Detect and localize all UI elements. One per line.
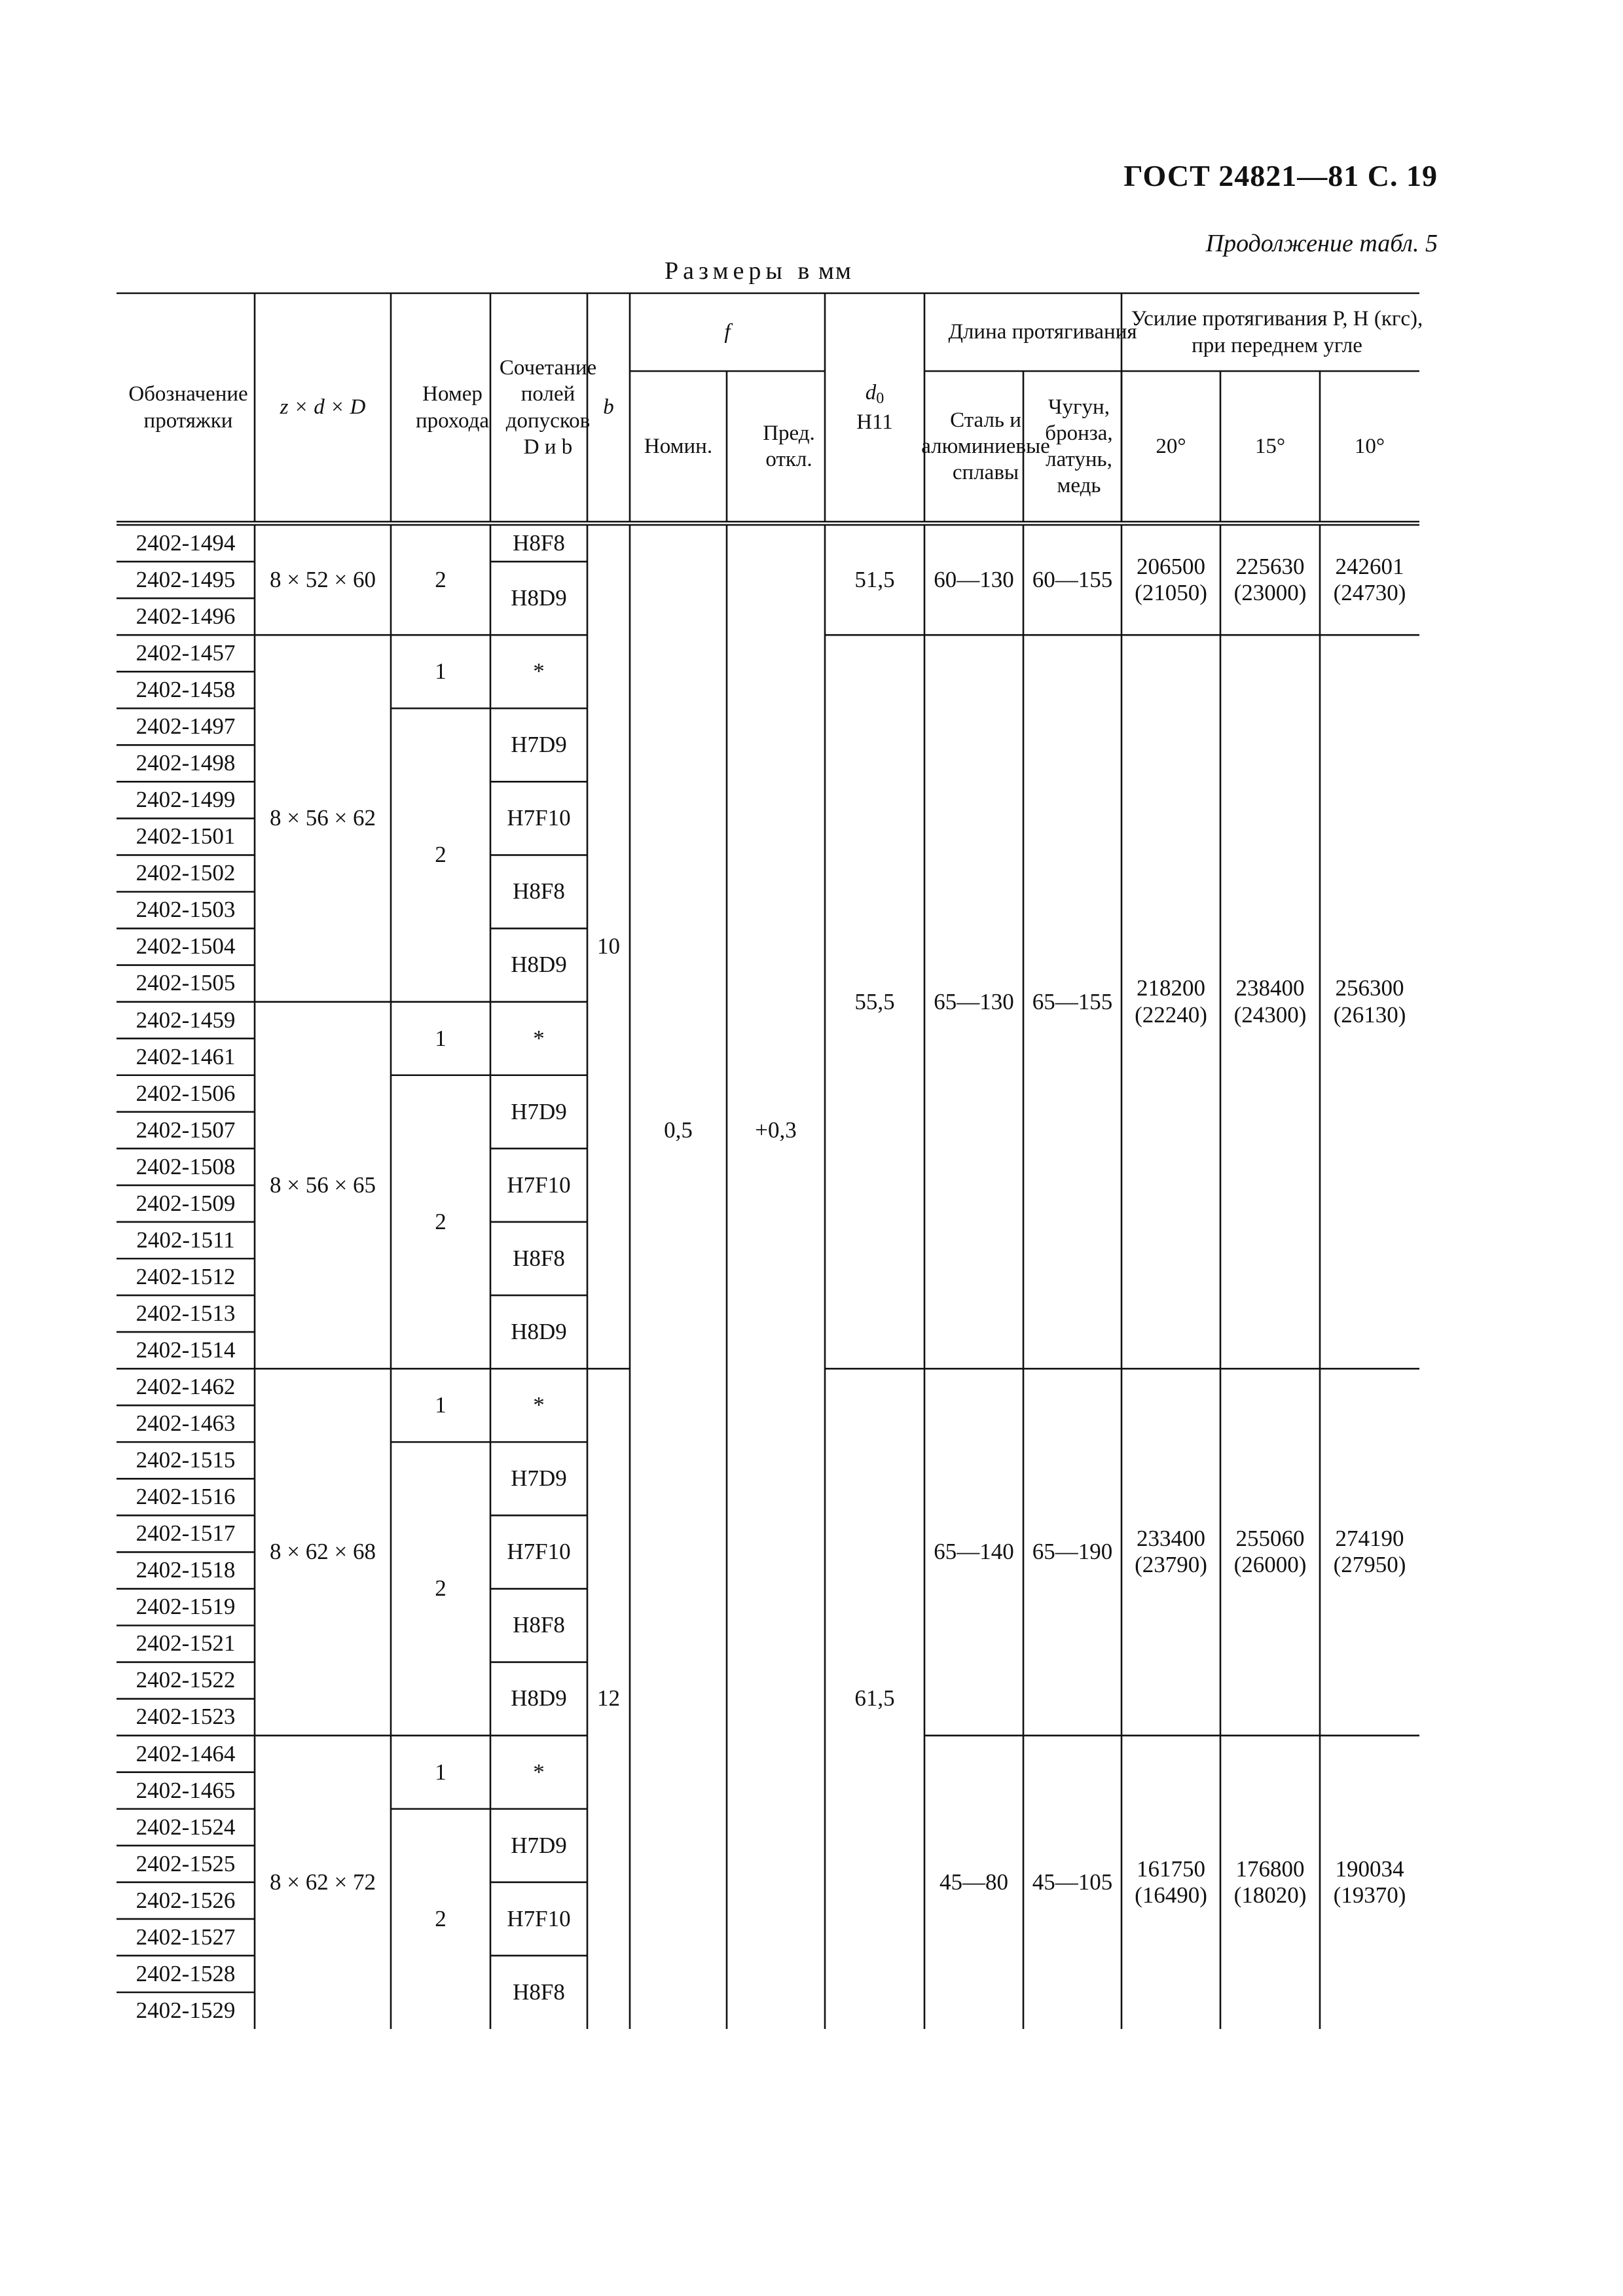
pass-number-cell: 1 xyxy=(435,1759,447,1785)
tolerance-cell: H7D9 xyxy=(511,1465,567,1492)
designation-cell: 2402-1457 xyxy=(136,640,236,666)
designation-cell: 2402-1522 xyxy=(136,1667,236,1693)
tolerance-cell: * xyxy=(533,1759,545,1785)
designation-cell: 2402-1519 xyxy=(136,1594,236,1620)
tolerance-cell: H8F8 xyxy=(513,878,565,905)
designation-cell: 2402-1508 xyxy=(136,1153,236,1179)
tolerance-cell: H8D9 xyxy=(511,1685,567,1712)
designation-cell: 2402-1464 xyxy=(136,1740,236,1767)
designation-cell: 2402-1502 xyxy=(136,860,236,886)
designation-cell: 2402-1506 xyxy=(136,1080,236,1106)
tolerance-cell: H7F10 xyxy=(507,1905,571,1931)
designation-cell: 2402-1459 xyxy=(136,1007,236,1033)
designation-cell: 2402-1521 xyxy=(136,1630,236,1657)
tolerance-cell: H7D9 xyxy=(511,1832,567,1858)
tolerance-cell: * xyxy=(533,658,545,685)
designation-cell: 2402-1514 xyxy=(136,1336,236,1363)
header-angle-15: 15° xyxy=(1254,434,1286,458)
force-15-cell: 255060 (26000) xyxy=(1233,1526,1307,1578)
designation-cell: 2402-1525 xyxy=(136,1850,236,1876)
units-caption: Размеры в мм xyxy=(665,257,852,285)
designation-cell: 2402-1496 xyxy=(136,603,236,629)
header-f-deviation: Пред. откл. xyxy=(763,421,815,471)
pass-number-cell: 1 xyxy=(435,1392,447,1418)
header-b: b xyxy=(603,395,614,420)
tolerance-cell: * xyxy=(533,1025,545,1051)
size-cell: 8 × 62 × 68 xyxy=(270,1539,376,1565)
tolerance-cell: H7F10 xyxy=(507,1539,571,1565)
designation-cell: 2402-1526 xyxy=(136,1887,236,1913)
header-broaching-force: Усилие протягивания P, Н (кгс), при переднем угле xyxy=(1131,307,1423,357)
pass-number-cell: 2 xyxy=(435,1575,447,1602)
length-iron-cell: 60—155 xyxy=(1032,566,1113,592)
length-steel-cell: 45—80 xyxy=(939,1869,1008,1895)
header-length-steel: Сталь и алюминиевые сплавы xyxy=(921,408,1050,485)
designation-cell: 2402-1517 xyxy=(136,1520,236,1547)
header-pass-number: Номер проходa xyxy=(415,382,490,433)
designation-cell: 2402-1497 xyxy=(136,713,236,740)
f-nominal-cell: 0,5 xyxy=(664,1117,693,1143)
force-15-cell: 176800 (18020) xyxy=(1233,1856,1307,1908)
tolerance-cell: H8F8 xyxy=(513,1612,565,1638)
designation-cell: 2402-1504 xyxy=(136,933,236,960)
d0-cell: 55,5 xyxy=(854,988,895,1014)
designation-cell: 2402-1505 xyxy=(136,970,236,996)
designation-cell: 2402-1503 xyxy=(136,897,236,923)
f-deviation-cell: +0,3 xyxy=(755,1117,797,1143)
tolerance-cell: H7D9 xyxy=(511,732,567,758)
force-15-cell: 238400 (24300) xyxy=(1233,975,1307,1028)
tolerance-cell: H8D9 xyxy=(511,1318,567,1344)
designation-cell: 2402-1523 xyxy=(136,1704,236,1730)
force-10-cell: 242601 (24730) xyxy=(1333,553,1406,606)
force-10-cell: 256300 (26130) xyxy=(1333,975,1406,1028)
header-length-iron: Чугун, бронза, латунь, медь xyxy=(1045,395,1113,498)
header-angle-10: 10° xyxy=(1354,434,1385,458)
size-cell: 8 × 56 × 65 xyxy=(270,1172,376,1198)
force-10-cell: 274190 (27950) xyxy=(1333,1526,1406,1578)
force-20-cell: 233400 (23790) xyxy=(1135,1526,1207,1578)
designation-cell: 2402-1458 xyxy=(136,677,236,703)
d0-cell: 51,5 xyxy=(854,566,895,592)
designation-cell: 2402-1507 xyxy=(136,1117,236,1143)
designation-cell: 2402-1516 xyxy=(136,1484,236,1510)
header-f-nominal: Номин. xyxy=(644,434,713,458)
designation-cell: 2402-1529 xyxy=(136,1997,236,2023)
header-designation: Обозначение протяжки xyxy=(128,382,248,433)
pass-number-cell: 2 xyxy=(435,1208,447,1234)
table-continuation-label: Продолжение табл. 5 xyxy=(1205,230,1438,257)
tolerance-cell: H8F8 xyxy=(513,1979,565,2005)
length-iron-cell: 65—190 xyxy=(1032,1539,1113,1565)
header-f: f xyxy=(724,320,731,344)
force-20-cell: 218200 (22240) xyxy=(1135,975,1207,1028)
header-d0: $d_0$ H11 xyxy=(856,381,893,434)
b-cell: 10 xyxy=(597,933,620,960)
designation-cell: 2402-1465 xyxy=(136,1777,236,1803)
designation-cell: 2402-1512 xyxy=(136,1263,236,1289)
designation-cell: 2402-1527 xyxy=(136,1924,236,1950)
designation-cell: 2402-1515 xyxy=(136,1447,236,1473)
length-steel-cell: 65—140 xyxy=(934,1539,1014,1565)
pass-number-cell: 2 xyxy=(435,1905,447,1931)
designation-cell: 2402-1463 xyxy=(136,1410,236,1437)
tolerance-cell: H8D9 xyxy=(511,584,567,611)
header-tolerance-combination: Сочетание полей допусков D и b xyxy=(499,356,597,459)
designation-cell: 2402-1501 xyxy=(136,823,236,850)
designation-cell: 2402-1495 xyxy=(136,566,236,592)
force-20-cell: 161750 (16490) xyxy=(1135,1856,1207,1908)
designation-cell: 2402-1498 xyxy=(136,750,236,776)
page-header: ГОСТ 24821—81 С. 19 xyxy=(1123,159,1438,192)
header-broaching-length: Длина протягивания xyxy=(948,320,1137,344)
tolerance-cell: * xyxy=(533,1392,545,1418)
length-steel-cell: 60—130 xyxy=(934,566,1014,592)
force-10-cell: 190034 (19370) xyxy=(1333,1856,1406,1908)
size-cell: 8 × 56 × 62 xyxy=(270,805,376,831)
header-angle-20: 20° xyxy=(1156,434,1186,458)
tolerance-cell: H7F10 xyxy=(507,1172,571,1198)
d0-cell: 61,5 xyxy=(854,1685,895,1712)
pass-number-cell: 2 xyxy=(435,842,447,868)
designation-cell: 2402-1509 xyxy=(136,1190,236,1216)
designation-cell: 2402-1462 xyxy=(136,1374,236,1400)
pass-number-cell: 1 xyxy=(435,1025,447,1051)
designation-cell: 2402-1528 xyxy=(136,1960,236,1986)
designation-cell: 2402-1511 xyxy=(136,1227,235,1253)
tolerance-cell: H8F8 xyxy=(513,529,565,556)
designation-cell: 2402-1524 xyxy=(136,1814,236,1840)
designation-cell: 2402-1461 xyxy=(136,1043,236,1069)
tolerance-cell: H7D9 xyxy=(511,1098,567,1124)
size-cell: 8 × 62 × 72 xyxy=(270,1869,376,1895)
designation-cell: 2402-1499 xyxy=(136,787,236,813)
tolerance-cell: H8D9 xyxy=(511,952,567,978)
header-z-d-D: z × d × D xyxy=(280,395,366,420)
tolerance-cell: H8F8 xyxy=(513,1245,565,1271)
length-iron-cell: 65—155 xyxy=(1032,988,1113,1014)
length-iron-cell: 45—105 xyxy=(1032,1869,1113,1895)
pass-number-cell: 2 xyxy=(435,566,447,592)
b-cell: 12 xyxy=(597,1685,620,1712)
tolerance-cell: H7F10 xyxy=(507,805,571,831)
designation-cell: 2402-1513 xyxy=(136,1300,236,1326)
force-15-cell: 225630 (23000) xyxy=(1233,553,1307,606)
size-cell: 8 × 52 × 60 xyxy=(270,566,376,592)
length-steel-cell: 65—130 xyxy=(934,988,1014,1014)
designation-cell: 2402-1494 xyxy=(136,529,236,556)
designation-cell: 2402-1518 xyxy=(136,1557,236,1583)
pass-number-cell: 1 xyxy=(435,658,447,685)
force-20-cell: 206500 (21050) xyxy=(1135,553,1207,606)
